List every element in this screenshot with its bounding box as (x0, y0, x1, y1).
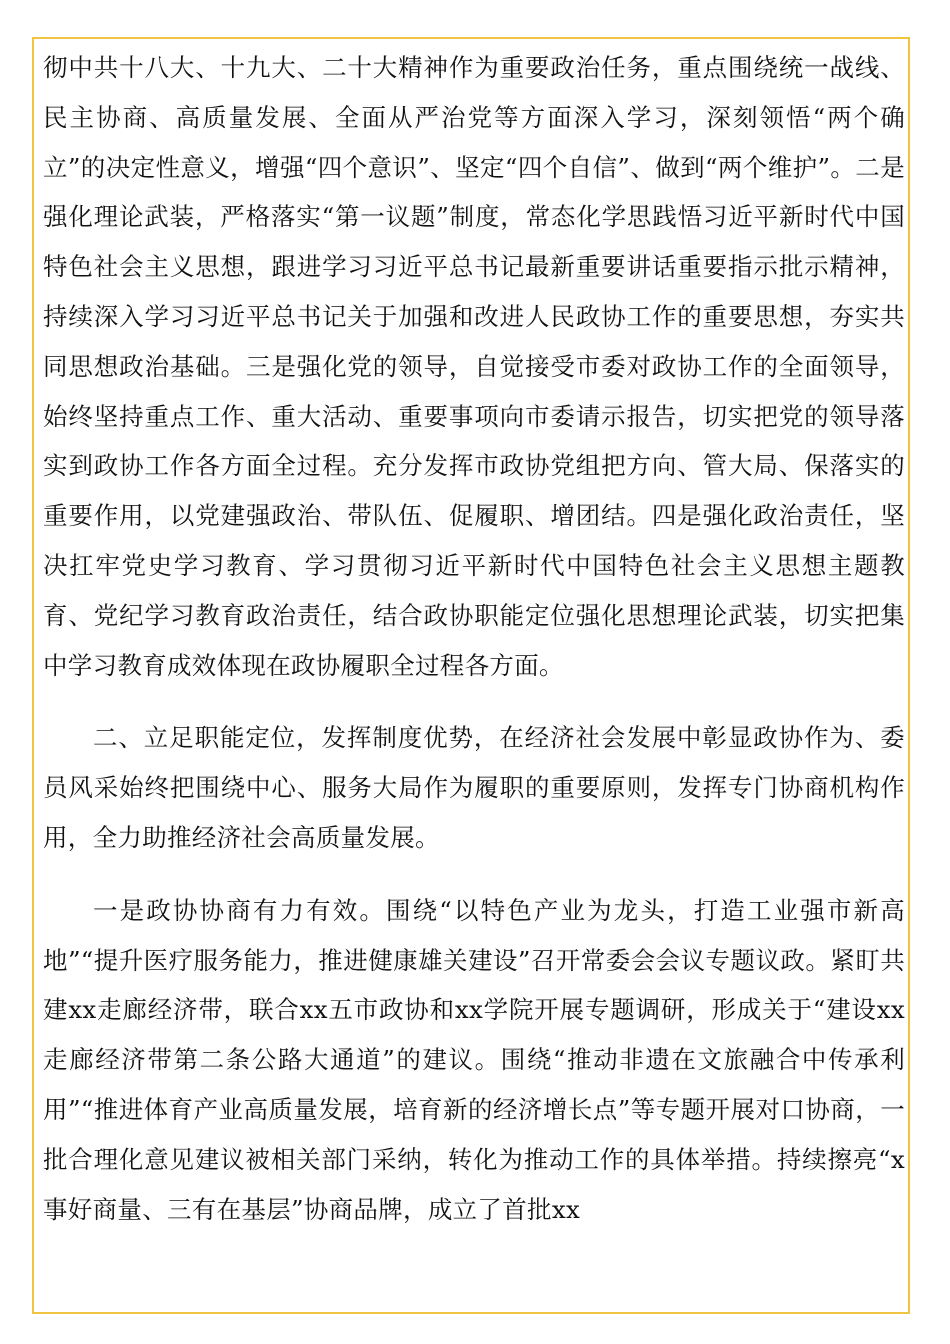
paragraph-consultation: 一是政协协商有力有效。围绕“以特色产业为龙头，打造工业强市新高地”“提升医疗服务能力，推进健康雄关建设”召开常委会会议专题议政。紧盯共建xx走廊经济带，联合xx五市政协和xx学院开展专题调研，形成关于“建设xx走廊经济带第二条公路大通道”的建议。围绕“推动非遗在文旅融合中传承利用”“推进体育产业高质量发展，培育新的经济增长点”等专题开展对口协商，一批合理化意见建议被相关部门采纳，转化为推动工作的具体举措。持续擦亮“x事好商量、三有在基层”协商品牌，成立了首批xx (43, 895, 905, 1224)
paragraph-party-building: 彻中共十八大、十九大、二十大精神作为重要政治任务，重点围绕统一战线、民主协商、高质量发展、全面从严治党等方面深入学习，深刻领悟“两个确立”的决定性意义，增强“四个意识”、坚定“四个自信”、做到“两个维护”。二是强化理论武装，严格落实“第一议题”制度，常态化学思践悟习近平新时代中国特色社会主义思想，跟进学习习近平总书记最新重要讲话重要指示批示精神，持续深入学习习近平总书记关于加强和改进人民政协工作的重要思想，夯实共同思想政治基础。三是强化党的领导，自觉接受市委对政协工作的全面领导，始终坚持重点工作、重大活动、重要事项向市委请示报告，切实把党的领导落实到政协工作各方面全过程。充分发挥市政协党组把方向、管大局、保落实的重要作用，以党建强政治、带队伍、促履职、增团结。四是强化政治责任，坚决扛牢党史学习教育、学习贯彻习近平新时代中国特色社会主义思想主题教育、党纪学习教育政治责任，结合政协职能定位强化思想理论武装，切实把集中学习教育成效体现在政协履职全过程各方面。 (43, 53, 905, 680)
page-border (32, 37, 910, 1314)
section-heading-two: 二、立足职能定位，发挥制度优势，在经济社会发展中彰显政协作为、委员风采始终把围绕中心、服务大局作为履职的重要原则，发挥专门协商机构作用，全力助推经济社会高质量发展。 (43, 723, 905, 852)
paragraph-gap (43, 863, 905, 886)
paragraph-gap (43, 690, 905, 713)
document-body (43, 43, 905, 1234)
